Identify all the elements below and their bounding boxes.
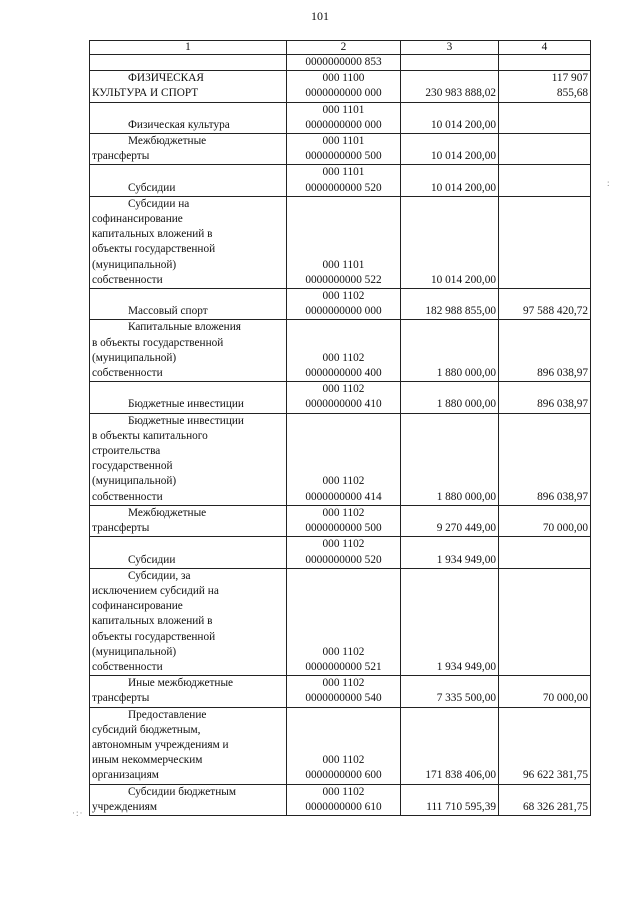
row-executed-cell: [499, 196, 591, 288]
row-code-line: 000 1102: [322, 351, 365, 364]
row-name-line: софинансирование: [92, 600, 183, 613]
column-header-3: 3: [401, 41, 499, 55]
row-executed-line: 70 000,00: [542, 692, 588, 705]
row-sum-cell: 182 988 855,00: [401, 289, 499, 320]
row-name-line: Субсидии: [128, 181, 176, 194]
column-header-4: 4: [499, 41, 591, 55]
row-name-line: автономным учреждениям и: [92, 738, 229, 751]
row-sum-cell: 1 934 949,00: [401, 537, 499, 568]
row-executed-line: 96 622 381,75: [523, 769, 588, 782]
row-sum-cell: 230 983 888,02: [401, 71, 499, 102]
table-row: [90, 165, 591, 196]
row-executed-cell: [499, 134, 591, 165]
row-name-line: КУЛЬТУРА И СПОРТ: [92, 87, 199, 100]
table-row: [90, 568, 591, 675]
row-name-cell: [90, 165, 287, 196]
row-name-line: (муниципальной): [92, 351, 177, 364]
carry-over-name-cell: [90, 55, 287, 71]
carry-over-code-cell: 0000000000 853: [287, 55, 401, 71]
table-row: [90, 707, 591, 784]
row-executed-cell: [499, 784, 591, 815]
row-code-cell: [287, 568, 401, 675]
row-name-cell: [90, 102, 287, 133]
row-executed-cell: [499, 537, 591, 568]
row-sum-cell: 1 880 000,00: [401, 382, 499, 413]
row-name-cell: [90, 413, 287, 505]
row-code-line: 000 1101: [322, 135, 365, 148]
row-name-line: исключением субсидий на: [92, 584, 219, 597]
row-name-line: трансферты: [92, 692, 150, 705]
row-executed-line: 97 588 420,72: [523, 305, 588, 318]
row-name-line: Предоставление: [128, 708, 207, 721]
row-code-line: 0000000000 522: [305, 273, 382, 286]
table-row: [90, 102, 591, 133]
page-number: 101: [311, 9, 329, 23]
row-name-line: Физическая культура: [128, 118, 230, 131]
row-code-line: 0000000000 410: [305, 398, 382, 411]
row-code-line: 000 1102: [322, 677, 365, 690]
row-name-line: Межбюджетные: [128, 506, 207, 519]
row-name-line: собственности: [92, 490, 163, 503]
row-executed-line: 70 000,00: [542, 522, 588, 535]
row-name-cell: [90, 134, 287, 165]
table-header-row: [90, 41, 591, 55]
row-name-line: капитальных вложений в: [92, 615, 213, 628]
row-code-line: 0000000000 600: [305, 769, 382, 782]
row-name-line: в объекты капитального: [92, 429, 208, 442]
row-code-line: 000 1102: [322, 383, 365, 396]
row-code-line: 0000000000 610: [305, 800, 382, 813]
row-name-line: объекты государственной: [92, 630, 216, 643]
row-name-line: иным некоммерческим: [92, 754, 203, 767]
row-name-cell: [90, 784, 287, 815]
row-name-line: Субсидии на: [128, 197, 190, 210]
row-executed-line: 896 038,97: [537, 367, 588, 380]
row-executed-line: 117 907: [551, 72, 588, 85]
row-executed-line: 855,68: [556, 87, 588, 100]
table-row: [90, 505, 591, 536]
row-code-cell: [287, 71, 401, 102]
row-name-line: Субсидии бюджетным: [128, 785, 236, 798]
row-name-cell: [90, 568, 287, 675]
row-name-cell: [90, 707, 287, 784]
row-code-cell: [287, 134, 401, 165]
row-name-cell: [90, 196, 287, 288]
row-sum-cell: 10 014 200,00: [401, 102, 499, 133]
row-code-cell: [287, 505, 401, 536]
row-code-cell: [287, 707, 401, 784]
row-executed-line: 68 326 281,75: [523, 800, 588, 813]
row-sum-cell: 10 014 200,00: [401, 196, 499, 288]
row-name-cell: [90, 320, 287, 382]
row-name-line: собственности: [92, 660, 163, 673]
row-name-line: Межбюджетные: [128, 135, 207, 148]
row-executed-cell: [499, 676, 591, 707]
column-header-2: 2: [287, 41, 401, 55]
row-executed-line: 896 038,97: [537, 398, 588, 411]
row-name-line: Капитальные вложения: [128, 321, 241, 334]
row-name-line: Массовый спорт: [128, 305, 208, 318]
row-code-cell: [287, 413, 401, 505]
carry-over-row: [90, 55, 591, 71]
row-code-cell: [287, 676, 401, 707]
row-code-line: 000 1101: [322, 103, 365, 116]
table-row: [90, 676, 591, 707]
row-executed-cell: [499, 568, 591, 675]
row-name-line: (муниципальной): [92, 258, 177, 271]
row-executed-cell: [499, 165, 591, 196]
row-code-cell: [287, 102, 401, 133]
row-code-line: 0000000000 521: [305, 660, 382, 673]
row-code-line: 000 1102: [322, 785, 365, 798]
row-code-line: 000 1100: [322, 72, 365, 85]
row-executed-line: 896 038,97: [537, 490, 588, 503]
row-name-line: организациям: [92, 769, 159, 782]
row-name-cell: [90, 676, 287, 707]
row-name-line: субсидий бюджетным,: [92, 723, 201, 736]
table-row: [90, 196, 591, 288]
row-sum-cell: 1 880 000,00: [401, 413, 499, 505]
row-name-cell: [90, 537, 287, 568]
row-name-line: Бюджетные инвестиции: [128, 398, 244, 411]
row-name-line: учреждениям: [92, 800, 157, 813]
row-executed-cell: [499, 71, 591, 102]
row-name-line: Иные межбюджетные: [128, 677, 234, 690]
row-code-line: 000 1102: [322, 475, 365, 488]
row-code-line: 0000000000 540: [305, 692, 382, 705]
row-code-line: 000 1102: [322, 754, 365, 767]
table-row: [90, 71, 591, 102]
row-code-cell: [287, 165, 401, 196]
row-sum-cell: 9 270 449,00: [401, 505, 499, 536]
row-sum-cell: 10 014 200,00: [401, 134, 499, 165]
row-name-line: ФИЗИЧЕСКАЯ: [128, 72, 204, 85]
row-sum-cell: 7 335 500,00: [401, 676, 499, 707]
scan-speck: :: [607, 178, 611, 188]
row-code-cell: [287, 289, 401, 320]
row-code-line: 0000000000 414: [305, 490, 382, 503]
row-code-line: 000 1101: [322, 258, 365, 271]
row-sum-cell: 111 710 595,39: [401, 784, 499, 815]
row-name-line: софинансирование: [92, 213, 183, 226]
row-code-line: 0000000000 000: [305, 87, 382, 100]
carry-over-executed-cell: [499, 55, 591, 71]
row-code-line: 000 1102: [322, 290, 365, 303]
row-code-line: 0000000000 000: [305, 118, 382, 131]
row-name-line: объекты государственной: [92, 243, 216, 256]
row-sum-cell: 1 880 000,00: [401, 320, 499, 382]
row-name-line: Субсидии, за: [128, 569, 191, 582]
carry-over-sum-cell: [401, 55, 499, 71]
row-executed-cell: [499, 382, 591, 413]
table-row: [90, 289, 591, 320]
row-code-line: 0000000000 500: [305, 150, 382, 163]
row-sum-cell: 10 014 200,00: [401, 165, 499, 196]
row-code-line: 0000000000 400: [305, 367, 382, 380]
row-code-line: 000 1101: [322, 166, 365, 179]
row-code-line: 0000000000 000: [305, 305, 382, 318]
row-name-cell: [90, 382, 287, 413]
row-name-line: (муниципальной): [92, 645, 177, 658]
row-executed-cell: [499, 320, 591, 382]
row-executed-cell: [499, 413, 591, 505]
row-code-line: 000 1102: [322, 645, 365, 658]
table-row: [90, 413, 591, 505]
row-name-cell: [90, 289, 287, 320]
row-code-line: 000 1102: [322, 538, 365, 551]
row-code-line: 0000000000 520: [305, 181, 382, 194]
row-name-line: трансферты: [92, 150, 150, 163]
row-sum-cell: 1 934 949,00: [401, 568, 499, 675]
row-name-line: в объекты государственной: [92, 336, 224, 349]
row-name-line: Субсидии: [128, 553, 176, 566]
row-name-line: Бюджетные инвестиции: [128, 414, 244, 427]
row-name-cell: [90, 505, 287, 536]
table-row: [90, 320, 591, 382]
row-name-cell: [90, 71, 287, 102]
row-code-cell: [287, 196, 401, 288]
budget-table-body: [90, 41, 591, 816]
row-code-line: 0000000000 520: [305, 553, 382, 566]
table-row: [90, 537, 591, 568]
row-code-cell: [287, 537, 401, 568]
table-row: [90, 382, 591, 413]
row-executed-cell: [499, 707, 591, 784]
row-code-line: 000 1102: [322, 506, 365, 519]
row-name-line: строительства: [92, 445, 161, 458]
row-code-cell: [287, 382, 401, 413]
row-name-line: государственной: [92, 460, 173, 473]
row-name-line: собственности: [92, 273, 163, 286]
row-name-line: собственности: [92, 367, 163, 380]
column-header-1: 1: [90, 41, 287, 55]
row-code-cell: [287, 784, 401, 815]
row-name-line: капитальных вложений в: [92, 228, 213, 241]
row-code-cell: [287, 320, 401, 382]
row-name-line: трансферты: [92, 522, 150, 535]
budget-table: [89, 40, 591, 816]
table-row: [90, 784, 591, 815]
row-name-line: (муниципальной): [92, 475, 177, 488]
row-code-line: 0000000000 500: [305, 522, 382, 535]
table-row: [90, 134, 591, 165]
scan-speck: ·:·: [72, 808, 84, 818]
row-sum-cell: 171 838 406,00: [401, 707, 499, 784]
row-executed-cell: [499, 289, 591, 320]
row-executed-cell: [499, 505, 591, 536]
row-executed-cell: [499, 102, 591, 133]
